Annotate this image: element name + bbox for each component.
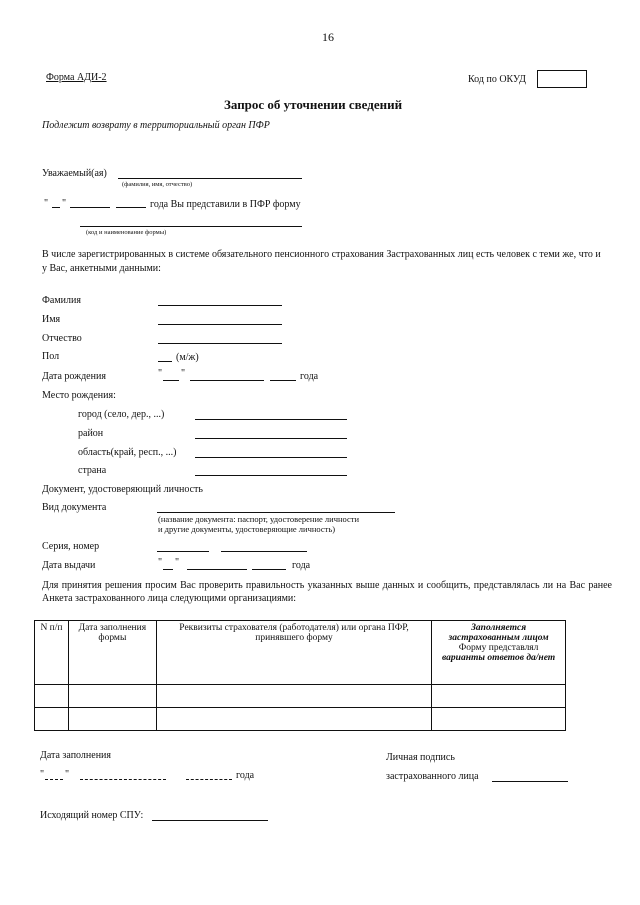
cell-number[interactable]: [35, 708, 69, 731]
birth-place-label: Место рождения:: [42, 390, 116, 401]
patronymic-field[interactable]: [158, 343, 282, 344]
submit-date-quote-close: ": [62, 198, 67, 209]
submit-year-text: года Вы представили в ПФР форму: [150, 199, 301, 210]
sex-field[interactable]: [158, 361, 172, 362]
issue-year-field[interactable]: [252, 569, 286, 570]
cell-date[interactable]: [68, 708, 156, 731]
signature-field[interactable]: [492, 781, 568, 782]
col-number-header: N п/п: [35, 621, 69, 685]
issue-date-suffix: года: [292, 560, 311, 571]
col-answer-line2: Форму представлял: [458, 643, 539, 653]
organizations-table: [34, 620, 566, 731]
sex-hint: (м/ж): [176, 352, 199, 363]
fill-date-quote-open: ": [40, 769, 45, 780]
col-answer-line1: Заполняется застрахованным лицом: [448, 623, 549, 643]
surname-field[interactable]: [158, 305, 282, 306]
fill-year-field[interactable]: [186, 779, 232, 780]
doc-type-field[interactable]: [157, 512, 395, 513]
submit-date-quote-open: ": [44, 198, 49, 209]
col-answer-line3: варианты ответов да/нет: [441, 653, 556, 663]
name-field[interactable]: [158, 324, 282, 325]
cell-answer[interactable]: [432, 685, 566, 708]
sex-label: Пол: [42, 351, 60, 362]
request-paragraph: Для принятия решения просим Вас проверить правильность указанных выше данных и сообщить, представлялась ли на Вас ранее Анкета застрахованного лица следующими организациями:: [42, 580, 612, 604]
table-row: [35, 685, 566, 708]
submit-month-field[interactable]: [70, 207, 110, 208]
issue-month-field[interactable]: [187, 569, 247, 570]
greeting-label: Уважаемый(ая): [42, 168, 107, 179]
region-label: область(край, респ., ...): [78, 447, 177, 458]
id-document-label: Документ, удостоверяющий личность: [42, 484, 203, 495]
page-number: 16: [322, 30, 334, 44]
birth-month-field[interactable]: [190, 380, 264, 381]
issue-date-quote-open: ": [158, 557, 163, 568]
series-number-label: Серия, номер: [42, 541, 100, 552]
fill-day-field[interactable]: [45, 779, 63, 780]
region-field[interactable]: [195, 457, 347, 458]
birth-year-field[interactable]: [270, 380, 296, 381]
district-field[interactable]: [195, 438, 347, 439]
birth-date-label: Дата рождения: [42, 371, 106, 382]
outgoing-number-field[interactable]: [152, 820, 268, 821]
doc-type-hint-1: (название документа: паспорт, удостоверение личности: [158, 514, 360, 524]
number-field[interactable]: [221, 551, 307, 552]
fill-date-quote-close: ": [65, 769, 70, 780]
cell-date[interactable]: [68, 685, 156, 708]
document-subtitle: Подлежит возврату в территориальный орган ПФР: [42, 120, 270, 131]
col-answer-header: [432, 621, 566, 685]
district-label: район: [78, 428, 104, 439]
fill-date-suffix: года: [236, 770, 255, 781]
signature-label-1: Личная подпись: [386, 752, 455, 763]
cell-number[interactable]: [35, 685, 69, 708]
country-field[interactable]: [195, 475, 347, 476]
form-name: Форма АДИ-2: [46, 72, 107, 83]
country-label: страна: [78, 465, 107, 476]
submit-day-field[interactable]: [52, 207, 60, 208]
name-label: Имя: [42, 314, 61, 325]
cell-requisites[interactable]: [156, 685, 431, 708]
patronymic-label: Отчество: [42, 333, 82, 344]
issue-day-field[interactable]: [163, 569, 173, 570]
signature-label-2: застрахованного лица: [386, 771, 479, 782]
document-title: Запрос об уточнении сведений: [224, 97, 403, 112]
issue-date-label: Дата выдачи: [42, 560, 96, 571]
birth-date-quote-open: ": [158, 368, 163, 379]
fill-date-label: Дата заполнения: [40, 750, 111, 761]
birth-date-suffix: года: [300, 371, 319, 382]
submit-year-field[interactable]: [116, 207, 146, 208]
outgoing-number-label: Исходящий номер СПУ:: [40, 810, 144, 821]
col-date-header: Дата заполнения формы: [68, 621, 156, 685]
doc-type-label: Вид документа: [42, 502, 107, 513]
okud-label: Код по ОКУД: [468, 74, 526, 85]
greeting-hint: (фамилия, имя, отчество): [122, 181, 193, 188]
city-field[interactable]: [195, 419, 347, 420]
table-header-row: [35, 621, 566, 685]
cell-requisites[interactable]: [156, 708, 431, 731]
surname-label: Фамилия: [42, 295, 81, 306]
city-label: город (село, дер., ...): [78, 409, 165, 420]
issue-date-quote-close: ": [175, 557, 180, 568]
fill-month-field[interactable]: [80, 779, 166, 780]
cell-answer[interactable]: [432, 708, 566, 731]
doc-type-hint-2: и другие документы, удостоверяющие личность): [158, 524, 336, 534]
col-requisites-header: Реквизиты страхователя (работодателя) или органа ПФР, принявшего форму: [156, 621, 431, 685]
birth-date-quote-close: ": [181, 368, 186, 379]
birth-day-field[interactable]: [163, 380, 179, 381]
series-field[interactable]: [157, 551, 209, 552]
recipient-name-field[interactable]: [118, 178, 302, 179]
table-row: [35, 708, 566, 731]
form-code-hint: (код и наименование формы): [86, 229, 167, 236]
form-code-field[interactable]: [80, 226, 302, 227]
intro-paragraph: В числе зарегистрированных в системе обязательного пенсионного страхования Застрахованных лиц есть человек с теми же, что и у Вас, анкетными данными:: [42, 249, 601, 274]
okud-input[interactable]: [537, 70, 587, 88]
